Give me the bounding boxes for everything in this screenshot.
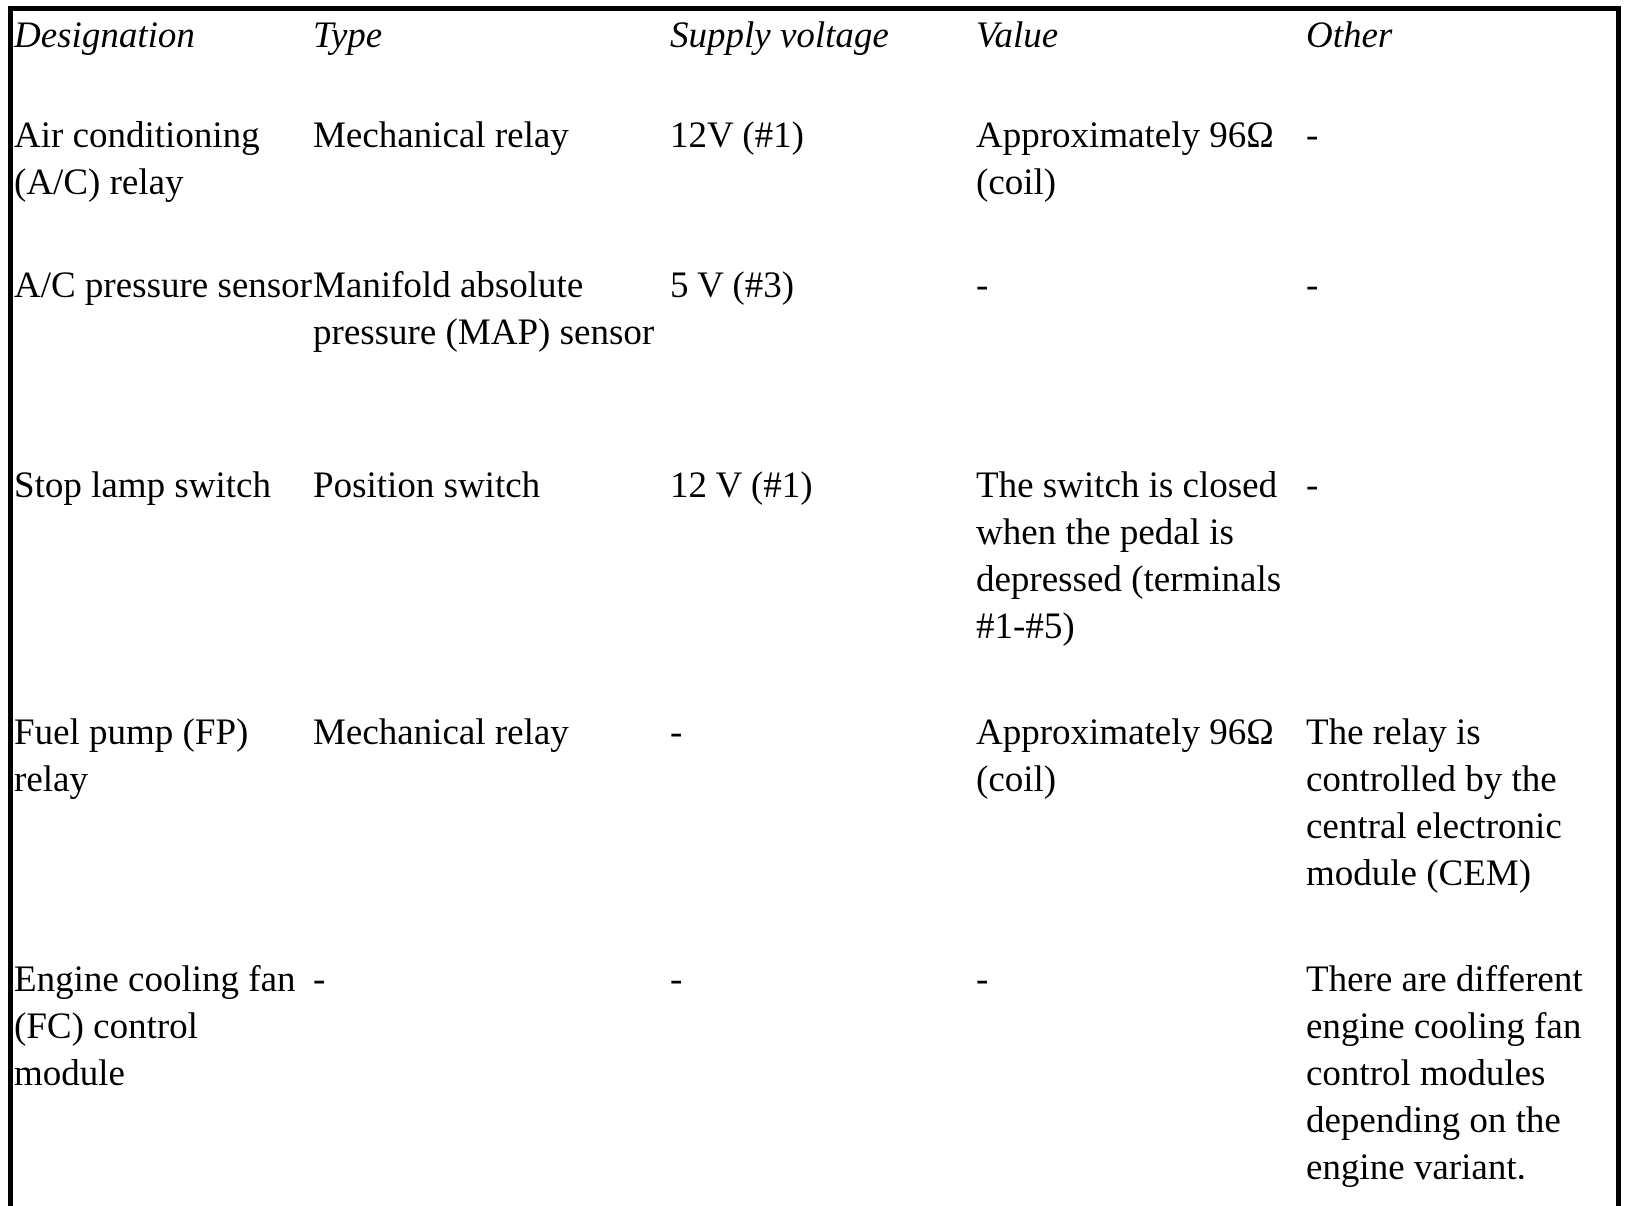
header-supply-voltage: Supply voltage <box>670 15 889 56</box>
cell-value: - <box>976 265 989 306</box>
cell-supply-voltage: 12V (#1) <box>670 115 804 156</box>
cell-value: The switch is closed when the pedal is depressed (terminals #1-#5) <box>976 465 1282 647</box>
header-value: Value <box>976 15 1059 56</box>
cell-supply-voltage: 5 V (#3) <box>670 265 795 306</box>
cell-type: Position switch <box>313 465 541 506</box>
cell-supply-voltage: - <box>670 712 683 753</box>
cell-supply-voltage: 12 V (#1) <box>670 465 813 506</box>
cell-type: Mechanical relay <box>313 712 569 753</box>
header-other: Other <box>1306 15 1393 56</box>
table-header-row <box>14 12 1614 112</box>
cell-type: Mechanical relay <box>313 115 569 156</box>
header-type: Type <box>313 15 383 56</box>
cell-designation: Air conditioning (A/C) relay <box>14 115 260 203</box>
table-row <box>14 956 1614 1196</box>
cell-value: Approximately 96Ω (coil) <box>976 712 1274 800</box>
cell-type: - <box>313 959 326 1000</box>
component-spec-table <box>14 12 1614 1196</box>
cell-other: There are different engine cooling fan control modules depending on the engine variant. <box>1306 959 1583 1188</box>
header-designation: Designation <box>14 15 195 56</box>
cell-other: - <box>1306 465 1319 506</box>
cell-supply-voltage: - <box>670 959 683 1000</box>
table-row <box>14 262 1614 462</box>
cell-value: - <box>976 959 989 1000</box>
table-row <box>14 112 1614 262</box>
table-row <box>14 462 1614 709</box>
cell-designation: Stop lamp switch <box>14 465 271 506</box>
table-row <box>14 709 1614 956</box>
cell-designation: A/C pressure sensor <box>14 265 313 306</box>
cell-designation: Engine cooling fan (FC) control module <box>14 959 296 1094</box>
cell-other: - <box>1306 265 1319 306</box>
cell-other: The relay is controlled by the central electronic module (CEM) <box>1306 712 1562 894</box>
cell-type: Manifold absolute pressure (MAP) sensor <box>313 265 655 353</box>
cell-designation: Fuel pump (FP) relay <box>14 712 249 800</box>
cell-value: Approximately 96Ω (coil) <box>976 115 1274 203</box>
cell-other: - <box>1306 115 1319 156</box>
